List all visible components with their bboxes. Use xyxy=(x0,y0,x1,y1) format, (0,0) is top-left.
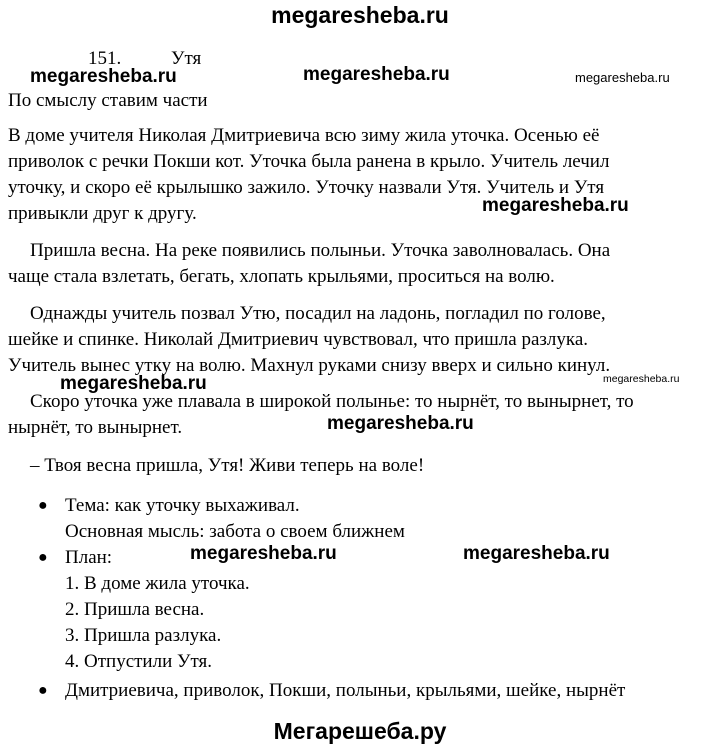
watermark: megaresheba.ru xyxy=(603,373,680,385)
watermark: megaresheba.ru xyxy=(30,66,177,87)
text-line: Однажды учитель позвал Утю, посадил на ладонь, погладил по голове, xyxy=(30,303,606,324)
intro-line: По смыслу ставим части xyxy=(8,90,208,111)
plan-item: 2. Пришла весна. xyxy=(65,599,205,620)
watermark: megaresheba.ru xyxy=(190,543,337,564)
footer-site: Мегарешеба.ру xyxy=(273,718,447,744)
text-line: привыкли друг к другу. xyxy=(8,203,197,224)
exercise-title: Утя xyxy=(171,48,202,69)
bullet-icon: ● xyxy=(38,682,48,699)
text-line: уточку, и скоро её крылышко зажило. Уточку назвали Утя. Учитель и Утя xyxy=(8,177,605,198)
bullet-icon: ● xyxy=(38,549,48,566)
bullet-icon: ● xyxy=(38,497,48,514)
text-line: Скоро уточка уже плавала в широкой полынье: то нырнёт, то вынырнет, то xyxy=(30,391,634,412)
watermark: megaresheba.ru xyxy=(463,543,610,564)
theme-line: Тема: как уточку выхаживал. xyxy=(65,495,300,516)
plan-item: 4. Отпустили Утя. xyxy=(65,651,212,672)
text-line: Учитель вынес утку на волю. Махнул руками снизу вверх и сильно кинул. xyxy=(8,355,611,376)
watermark: megaresheba.ru xyxy=(327,413,474,434)
header-site: megaresheba.ru xyxy=(271,2,449,28)
text-line: В доме учителя Николая Дмитриевича всю зиму жила уточка. Осенью её xyxy=(8,125,600,146)
text-line: приволок с речки Покши кот. Уточка была ранена в крыло. Учитель лечил xyxy=(8,151,610,172)
watermark: megaresheba.ru xyxy=(482,195,629,216)
plan-item: 3. Пришла разлука. xyxy=(65,625,222,646)
text-line: чаще стала взлетать, бегать, хлопать крыльями, проситься на волю. xyxy=(8,266,555,287)
plan-label: План: xyxy=(65,547,113,568)
text-line: шейке и спинке. Николай Дмитриевич чувствовал, что пришла разлука. xyxy=(8,329,589,350)
text-line: Пришла весна. На реке появились полыньи. Уточка заволновалась. Она xyxy=(30,240,611,261)
watermark: megaresheba.ru xyxy=(575,70,670,85)
text-line: нырнёт, то вынырнет. xyxy=(8,417,183,438)
main-idea-line: Основная мысль: забота о своем ближнем xyxy=(65,521,405,542)
watermark: megaresheba.ru xyxy=(60,373,207,394)
plan-item: 1. В доме жила уточка. xyxy=(65,573,250,594)
watermark: megaresheba.ru xyxy=(303,64,450,85)
text-line: – Твоя весна пришла, Утя! Живи теперь на воле! xyxy=(30,455,425,476)
words-line: Дмитриевича, приволок, Покши, полыньи, крыльями, шейке, нырнёт xyxy=(65,680,626,701)
exercise-number: 151. xyxy=(88,48,122,69)
